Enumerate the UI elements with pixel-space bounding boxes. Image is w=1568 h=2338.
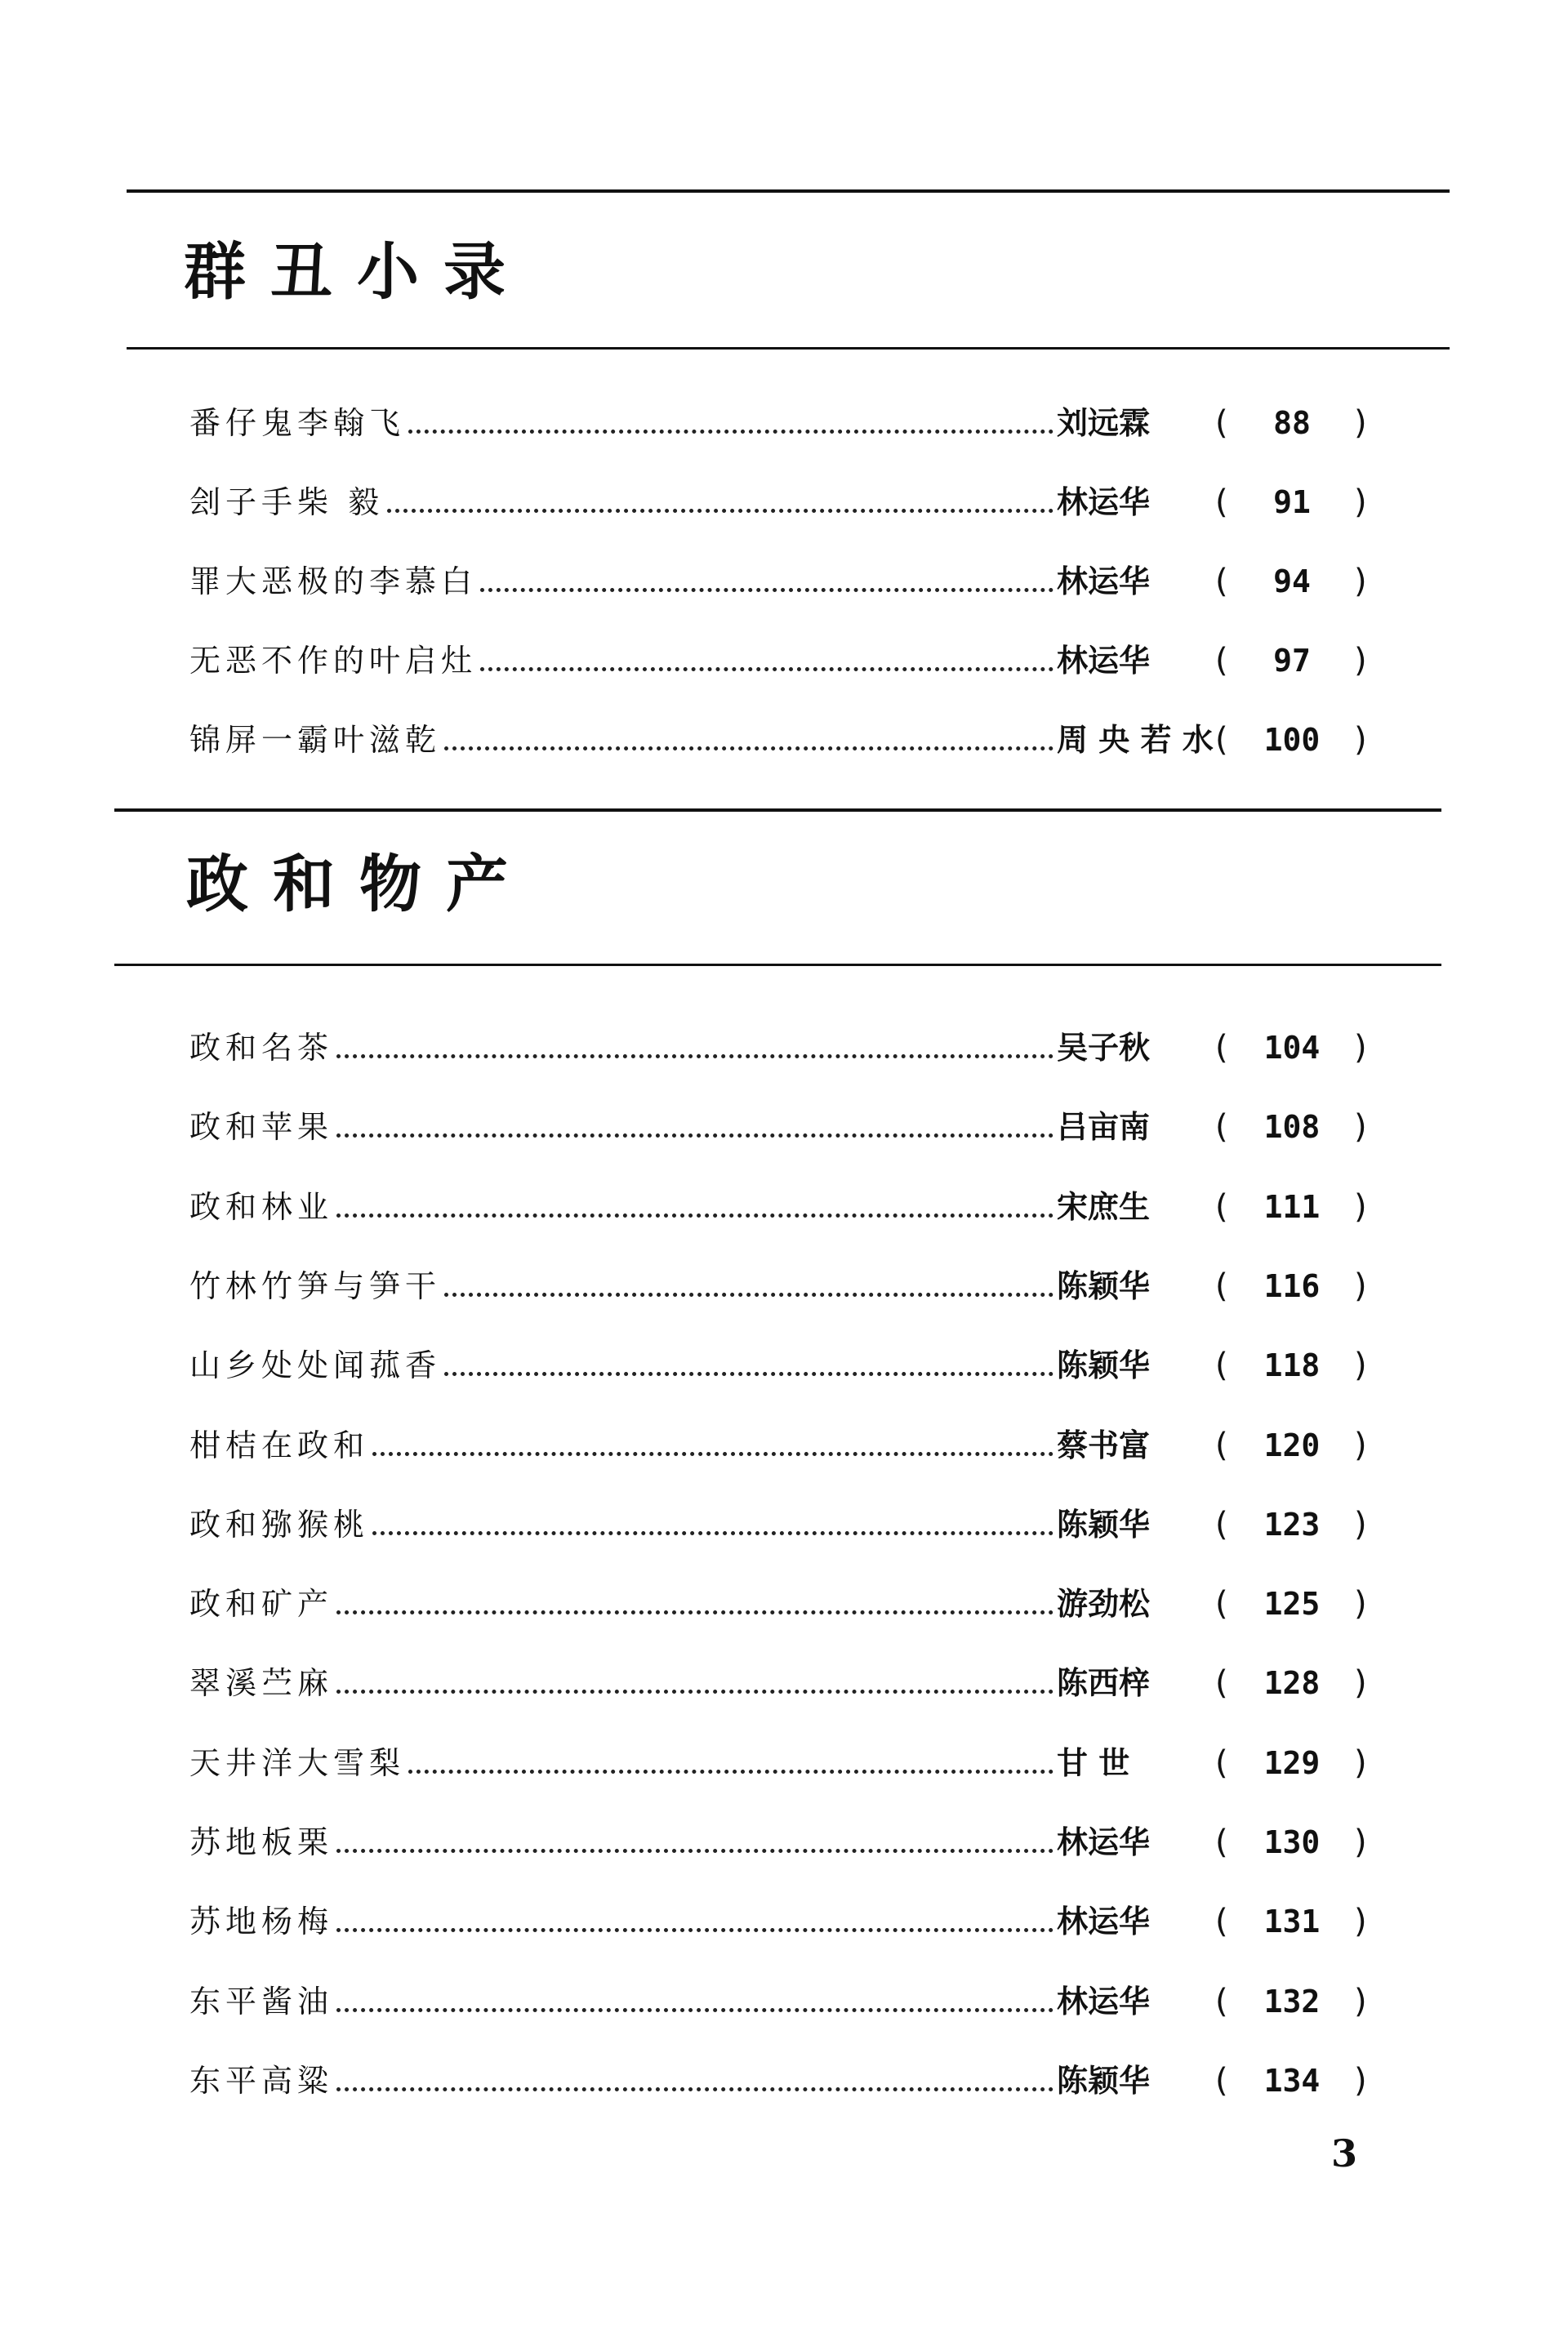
dot-leader	[336, 1214, 1054, 1218]
open-paren: (	[1215, 721, 1228, 759]
entry-page-number: 118	[1263, 1347, 1321, 1384]
entry-title: 柑桔在政和	[189, 1427, 370, 1463]
open-paren: (	[1215, 1505, 1228, 1543]
toc-entry	[189, 2056, 1374, 2105]
open-paren: (	[1215, 1824, 1228, 1861]
section-top-rule	[127, 189, 1450, 193]
dot-leader	[336, 1690, 1054, 1694]
entry-page-number: 131	[1263, 1904, 1321, 1940]
entry-page-number: 128	[1263, 1665, 1321, 1702]
entry-title: 天井洋大雪梨	[189, 1744, 406, 1781]
entry-title: 政和猕猴桃	[189, 1506, 370, 1543]
entry-author: 林运华	[1057, 1824, 1151, 1860]
entry-author: 林运华	[1057, 563, 1151, 599]
close-paren: )	[1354, 1903, 1367, 1941]
entry-page-number: 94	[1273, 563, 1311, 599]
entry-page-number: 111	[1263, 1188, 1321, 1225]
section-top-rule	[114, 808, 1441, 812]
open-paren: (	[1215, 404, 1228, 442]
entry-author: 刘远霖	[1057, 405, 1151, 441]
entry-page-number: 108	[1263, 1109, 1321, 1146]
toc-entry	[189, 1023, 1374, 1072]
close-paren: )	[1354, 1982, 1367, 2020]
close-paren: )	[1354, 563, 1367, 600]
open-paren: (	[1215, 483, 1228, 521]
toc-entry	[189, 1421, 1374, 1470]
entry-author: 蔡书富	[1057, 1427, 1151, 1463]
entry-author: 陈颖华	[1057, 1267, 1151, 1304]
toc-entry	[189, 478, 1374, 527]
dot-leader	[336, 1610, 1054, 1614]
entry-page-number: 116	[1263, 1267, 1321, 1304]
open-paren: (	[1215, 1187, 1228, 1226]
close-paren: )	[1354, 1824, 1367, 1861]
entry-author: 陈颖华	[1057, 1347, 1151, 1384]
open-paren: (	[1215, 1426, 1228, 1464]
entry-title: 锦屏一霸叶滋乾	[189, 722, 442, 758]
open-paren: (	[1215, 1108, 1228, 1147]
open-paren: (	[1215, 1664, 1228, 1703]
entry-page-number: 91	[1273, 484, 1311, 520]
dot-leader	[336, 1133, 1054, 1138]
dot-leader	[480, 667, 1054, 671]
close-paren: )	[1354, 721, 1367, 759]
close-paren: )	[1354, 1267, 1367, 1305]
entry-title: 翠溪苎麻	[189, 1665, 334, 1702]
entry-page-number: 132	[1263, 1983, 1321, 2020]
open-paren: (	[1215, 2061, 1228, 2100]
entry-page-number: 120	[1263, 1427, 1321, 1463]
dot-leader	[408, 430, 1054, 434]
dot-leader	[372, 1531, 1054, 1535]
entry-author: 陈西梓	[1057, 1665, 1151, 1702]
close-paren: )	[1354, 404, 1367, 442]
toc-entry	[189, 1182, 1374, 1231]
toc-entry	[189, 1739, 1374, 1788]
close-paren: )	[1354, 1743, 1367, 1782]
toc-entry	[189, 1579, 1374, 1628]
section-title: 政和物产	[186, 848, 532, 920]
close-paren: )	[1354, 1108, 1367, 1147]
entry-page-number: 129	[1263, 1744, 1321, 1781]
entry-title: 山乡处处闻菰香	[189, 1347, 442, 1384]
entry-title: 苏地板栗	[189, 1824, 334, 1860]
dot-leader	[336, 1054, 1054, 1058]
open-paren: (	[1215, 1585, 1228, 1623]
open-paren: (	[1215, 1903, 1228, 1941]
close-paren: )	[1354, 642, 1367, 679]
entry-title: 东平高粱	[189, 2062, 334, 2099]
toc-entry	[189, 1818, 1374, 1867]
entry-author: 宋庶生	[1057, 1188, 1151, 1225]
open-paren: (	[1215, 1267, 1228, 1305]
entry-author: 林运华	[1057, 1983, 1151, 2020]
close-paren: )	[1354, 1029, 1367, 1067]
entry-title: 政和苹果	[189, 1109, 334, 1146]
entry-page-number: 88	[1273, 405, 1311, 441]
open-paren: (	[1215, 563, 1228, 600]
dot-leader	[336, 1849, 1054, 1853]
entry-title: 刽子手柴 毅	[189, 484, 385, 520]
open-paren: (	[1215, 1347, 1228, 1385]
toc-entry	[189, 1977, 1374, 2026]
entry-title: 政和林业	[189, 1188, 334, 1225]
entry-title: 苏地杨梅	[189, 1904, 334, 1940]
dot-leader	[480, 588, 1054, 592]
entry-title: 政和矿产	[189, 1586, 334, 1623]
entry-author: 吕亩南	[1057, 1109, 1151, 1146]
entry-author: 林运华	[1057, 1904, 1151, 1940]
dot-leader	[336, 1928, 1054, 1932]
dot-leader	[336, 2008, 1054, 2012]
section-bottom-rule	[114, 964, 1441, 966]
close-paren: )	[1354, 1585, 1367, 1623]
entry-title: 东平酱油	[189, 1983, 334, 2020]
entry-author: 吴子秋	[1057, 1030, 1151, 1066]
toc-entry	[189, 1262, 1374, 1311]
toc-entry	[189, 1897, 1374, 1946]
entry-author: 林运华	[1057, 643, 1151, 679]
entry-page-number: 104	[1263, 1030, 1321, 1066]
entry-author: 周 央 若 水	[1057, 722, 1214, 758]
toc-entry	[189, 1659, 1374, 1708]
dot-leader	[336, 2087, 1054, 2091]
dot-leader	[372, 1452, 1054, 1456]
entry-page-number: 125	[1263, 1586, 1321, 1623]
dot-leader	[408, 1770, 1054, 1774]
close-paren: )	[1354, 1187, 1367, 1226]
entry-page-number: 100	[1263, 722, 1321, 758]
toc-entry	[189, 1500, 1374, 1549]
toc-entry	[189, 636, 1374, 685]
entry-title: 罪大恶极的李慕白	[189, 563, 478, 599]
toc-entry	[189, 557, 1374, 606]
toc-entry	[189, 715, 1374, 764]
toc-entry	[189, 399, 1374, 448]
dot-leader	[387, 509, 1054, 513]
dot-leader	[444, 746, 1054, 750]
entry-title: 番仔鬼李翰飞	[189, 405, 406, 441]
entry-author: 游劲松	[1057, 1586, 1151, 1623]
entry-page-number: 123	[1263, 1506, 1321, 1543]
entry-page-number: 97	[1273, 643, 1311, 679]
entry-author: 林运华	[1057, 484, 1151, 520]
section-bottom-rule	[127, 347, 1450, 350]
entry-author: 陈颖华	[1057, 2062, 1151, 2099]
entry-title: 竹林竹笋与笋干	[189, 1267, 442, 1304]
entry-title: 政和名茶	[189, 1030, 334, 1066]
close-paren: )	[1354, 1426, 1367, 1464]
close-paren: )	[1354, 1347, 1367, 1385]
page-number: 3	[1331, 2131, 1358, 2175]
entry-title: 无恶不作的叶启灶	[189, 643, 478, 679]
entry-page-number: 130	[1263, 1824, 1321, 1860]
entry-author: 陈颖华	[1057, 1506, 1151, 1543]
open-paren: (	[1215, 642, 1228, 679]
toc-entry	[189, 1341, 1374, 1390]
section-title: 群丑小录	[184, 235, 530, 308]
close-paren: )	[1354, 483, 1367, 521]
close-paren: )	[1354, 1505, 1367, 1543]
entry-page-number: 134	[1263, 2062, 1321, 2099]
toc-entry	[189, 1102, 1374, 1151]
dot-leader	[444, 1293, 1054, 1297]
close-paren: )	[1354, 1664, 1367, 1703]
dot-leader	[444, 1372, 1054, 1376]
close-paren: )	[1354, 2061, 1367, 2100]
open-paren: (	[1215, 1743, 1228, 1782]
open-paren: (	[1215, 1982, 1228, 2020]
entry-author: 甘 世	[1057, 1744, 1130, 1781]
open-paren: (	[1215, 1029, 1228, 1067]
